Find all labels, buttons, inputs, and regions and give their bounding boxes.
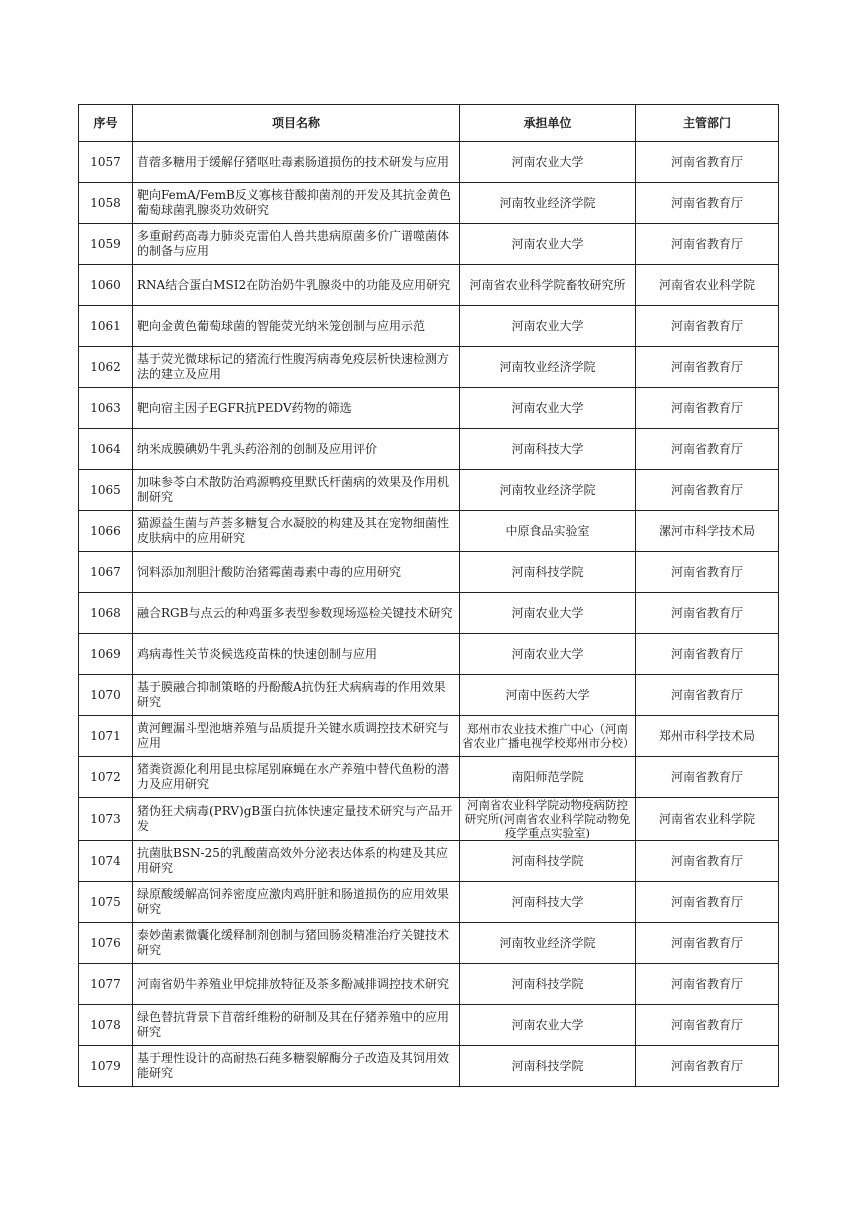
row-unit-cell: 中原食品实验室 <box>460 511 636 552</box>
row-unit-cell: 郑州市农业技术推广中心（河南省农业广播电视学校郑州市分校） <box>460 716 636 757</box>
row-no-cell: 1071 <box>79 716 133 757</box>
table-row <box>79 142 779 183</box>
header-department: 主管部门 <box>636 105 779 142</box>
row-unit-cell: 河南科技学院 <box>460 841 636 882</box>
row-unit-cell: 河南科技学院 <box>460 552 636 593</box>
project-table <box>78 104 779 1087</box>
row-project-name-cell: 猪粪资源化利用昆虫棕尾别麻蝇在水产养殖中替代鱼粉的潜力及应用研究 <box>133 757 460 798</box>
row-no-cell: 1072 <box>79 757 133 798</box>
row-project-name-cell: 抗菌肽BSN-25的乳酸菌高效外分泌表达体系的构建及其应用研究 <box>133 841 460 882</box>
table-row <box>79 841 779 882</box>
table-row <box>79 224 779 265</box>
row-unit-cell: 河南省农业科学院畜牧研究所 <box>460 265 636 306</box>
row-no-cell: 1078 <box>79 1005 133 1046</box>
row-department-cell: 河南省教育厅 <box>636 923 779 964</box>
row-unit-cell: 河南牧业经济学院 <box>460 470 636 511</box>
row-no-cell: 1062 <box>79 347 133 388</box>
row-department-cell: 河南省教育厅 <box>636 757 779 798</box>
row-department-cell: 河南省教育厅 <box>636 1046 779 1087</box>
table-row <box>79 1046 779 1087</box>
row-no-cell: 1063 <box>79 388 133 429</box>
row-unit-cell: 河南科技学院 <box>460 1046 636 1087</box>
table-row <box>79 923 779 964</box>
row-department-cell: 河南省教育厅 <box>636 1005 779 1046</box>
row-department-cell: 郑州市科学技术局 <box>636 716 779 757</box>
row-no-cell: 1070 <box>79 675 133 716</box>
table-row <box>79 798 779 841</box>
table-row <box>79 964 779 1005</box>
row-no-cell: 1060 <box>79 265 133 306</box>
row-no-cell: 1065 <box>79 470 133 511</box>
row-unit-cell: 河南科技大学 <box>460 429 636 470</box>
row-no-cell: 1075 <box>79 882 133 923</box>
row-project-name-cell: 猪伪狂犬病毒(PRV)gB蛋白抗体快速定量技术研究与产品开发 <box>133 798 460 841</box>
row-unit-cell: 河南农业大学 <box>460 224 636 265</box>
table-row <box>79 757 779 798</box>
row-unit-cell: 南阳师范学院 <box>460 757 636 798</box>
row-no-cell: 1077 <box>79 964 133 1005</box>
table-row <box>79 183 779 224</box>
row-department-cell: 河南省教育厅 <box>636 882 779 923</box>
table-row <box>79 470 779 511</box>
row-project-name-cell: 基于荧光微球标记的猪流行性腹泻病毒免疫层析快速检测方法的建立及应用 <box>133 347 460 388</box>
row-project-name-cell: 靶向宿主因子EGFR抗PEDV药物的筛选 <box>133 388 460 429</box>
row-department-cell: 河南省教育厅 <box>636 634 779 675</box>
row-department-cell: 河南省教育厅 <box>636 183 779 224</box>
row-no-cell: 1058 <box>79 183 133 224</box>
table-row <box>79 265 779 306</box>
table-row <box>79 429 779 470</box>
row-no-cell: 1061 <box>79 306 133 347</box>
header-project-name: 项目名称 <box>133 105 460 142</box>
table-row <box>79 593 779 634</box>
row-department-cell: 河南省教育厅 <box>636 675 779 716</box>
row-department-cell: 漯河市科学技术局 <box>636 511 779 552</box>
row-project-name-cell: 加味参苓白术散防治鸡源鸭疫里默氏杆菌病的效果及作用机制研究 <box>133 470 460 511</box>
row-department-cell: 河南省农业科学院 <box>636 798 779 841</box>
row-project-name-cell: 融合RGB与点云的种鸡蛋多表型参数现场巡检关键技术研究 <box>133 593 460 634</box>
row-project-name-cell: 纳米成膜碘奶牛乳头药浴剂的创制及应用评价 <box>133 429 460 470</box>
row-unit-cell: 河南科技学院 <box>460 964 636 1005</box>
row-unit-cell: 河南农业大学 <box>460 388 636 429</box>
row-department-cell: 河南省教育厅 <box>636 347 779 388</box>
row-no-cell: 1069 <box>79 634 133 675</box>
row-unit-cell: 河南中医药大学 <box>460 675 636 716</box>
row-project-name-cell: 基于膜融合抑制策略的丹酚酸A抗伪狂犬病病毒的作用效果研究 <box>133 675 460 716</box>
row-department-cell: 河南省教育厅 <box>636 841 779 882</box>
row-unit-cell: 河南农业大学 <box>460 593 636 634</box>
row-project-name-cell: 黄河鲤漏斗型池塘养殖与品质提升关键水质调控技术研究与应用 <box>133 716 460 757</box>
row-no-cell: 1079 <box>79 1046 133 1087</box>
row-unit-cell: 河南省农业科学院动物疫病防控研究所(河南省农业科学院动物免疫学重点实验室) <box>460 798 636 841</box>
row-department-cell: 河南省教育厅 <box>636 470 779 511</box>
row-no-cell: 1057 <box>79 142 133 183</box>
row-department-cell: 河南省教育厅 <box>636 429 779 470</box>
table-row <box>79 388 779 429</box>
row-no-cell: 1066 <box>79 511 133 552</box>
row-project-name-cell: 靶向FemA/FemB反义寡核苷酸抑菌剂的开发及其抗金黄色葡萄球菌乳腺炎功效研究 <box>133 183 460 224</box>
table-row <box>79 882 779 923</box>
row-unit-cell: 河南农业大学 <box>460 142 636 183</box>
table-row <box>79 347 779 388</box>
row-project-name-cell: 基于理性设计的高耐热石莼多糖裂解酶分子改造及其饲用效能研究 <box>133 1046 460 1087</box>
row-no-cell: 1059 <box>79 224 133 265</box>
row-department-cell: 河南省教育厅 <box>636 306 779 347</box>
row-no-cell: 1068 <box>79 593 133 634</box>
row-department-cell: 河南省教育厅 <box>636 964 779 1005</box>
header-no: 序号 <box>79 105 133 142</box>
table-row <box>79 675 779 716</box>
row-department-cell: 河南省教育厅 <box>636 388 779 429</box>
row-no-cell: 1064 <box>79 429 133 470</box>
table-row <box>79 716 779 757</box>
row-department-cell: 河南省教育厅 <box>636 552 779 593</box>
row-project-name-cell: 多重耐药高毒力肺炎克雷伯人兽共患病原菌多价广谱噬菌体的制备与应用 <box>133 224 460 265</box>
row-unit-cell: 河南牧业经济学院 <box>460 183 636 224</box>
row-project-name-cell: 饲料添加剂胆汁酸防治猪霉菌毒素中毒的应用研究 <box>133 552 460 593</box>
row-project-name-cell: 苜蓿多糖用于缓解仔猪呕吐毒素肠道损伤的技术研发与应用 <box>133 142 460 183</box>
row-project-name-cell: 猫源益生菌与芦荟多糖复合水凝胶的构建及其在宠物细菌性皮肤病中的应用研究 <box>133 511 460 552</box>
row-department-cell: 河南省教育厅 <box>636 224 779 265</box>
row-project-name-cell: 靶向金黄色葡萄球菌的智能荧光纳米笼创制与应用示范 <box>133 306 460 347</box>
row-project-name-cell: RNA结合蛋白MSI2在防治奶牛乳腺炎中的功能及应用研究 <box>133 265 460 306</box>
row-no-cell: 1067 <box>79 552 133 593</box>
row-no-cell: 1076 <box>79 923 133 964</box>
row-project-name-cell: 绿色替抗背景下苜蓿纤维粉的研制及其在仔猪养殖中的应用研究 <box>133 1005 460 1046</box>
table-row <box>79 552 779 593</box>
row-unit-cell: 河南牧业经济学院 <box>460 347 636 388</box>
row-project-name-cell: 河南省奶牛养殖业甲烷排放特征及茶多酚减排调控技术研究 <box>133 964 460 1005</box>
row-project-name-cell: 泰妙菌素微囊化缓释制剂创制与猪回肠炎精准治疗关键技术研究 <box>133 923 460 964</box>
row-project-name-cell: 鸡病毒性关节炎候选疫苗株的快速创制与应用 <box>133 634 460 675</box>
header-unit: 承担单位 <box>460 105 636 142</box>
row-project-name-cell: 绿原酸缓解高饲养密度应激肉鸡肝脏和肠道损伤的应用效果研究 <box>133 882 460 923</box>
row-unit-cell: 河南牧业经济学院 <box>460 923 636 964</box>
row-no-cell: 1073 <box>79 798 133 841</box>
row-unit-cell: 河南农业大学 <box>460 306 636 347</box>
project-table-container <box>78 104 778 1087</box>
table-row <box>79 634 779 675</box>
table-body <box>79 142 779 1087</box>
table-header-row <box>79 105 779 142</box>
row-department-cell: 河南省农业科学院 <box>636 265 779 306</box>
row-unit-cell: 河南农业大学 <box>460 634 636 675</box>
table-row <box>79 306 779 347</box>
row-no-cell: 1074 <box>79 841 133 882</box>
row-department-cell: 河南省教育厅 <box>636 142 779 183</box>
row-department-cell: 河南省教育厅 <box>636 593 779 634</box>
table-row <box>79 1005 779 1046</box>
table-row <box>79 511 779 552</box>
row-unit-cell: 河南科技大学 <box>460 882 636 923</box>
row-unit-cell: 河南农业大学 <box>460 1005 636 1046</box>
